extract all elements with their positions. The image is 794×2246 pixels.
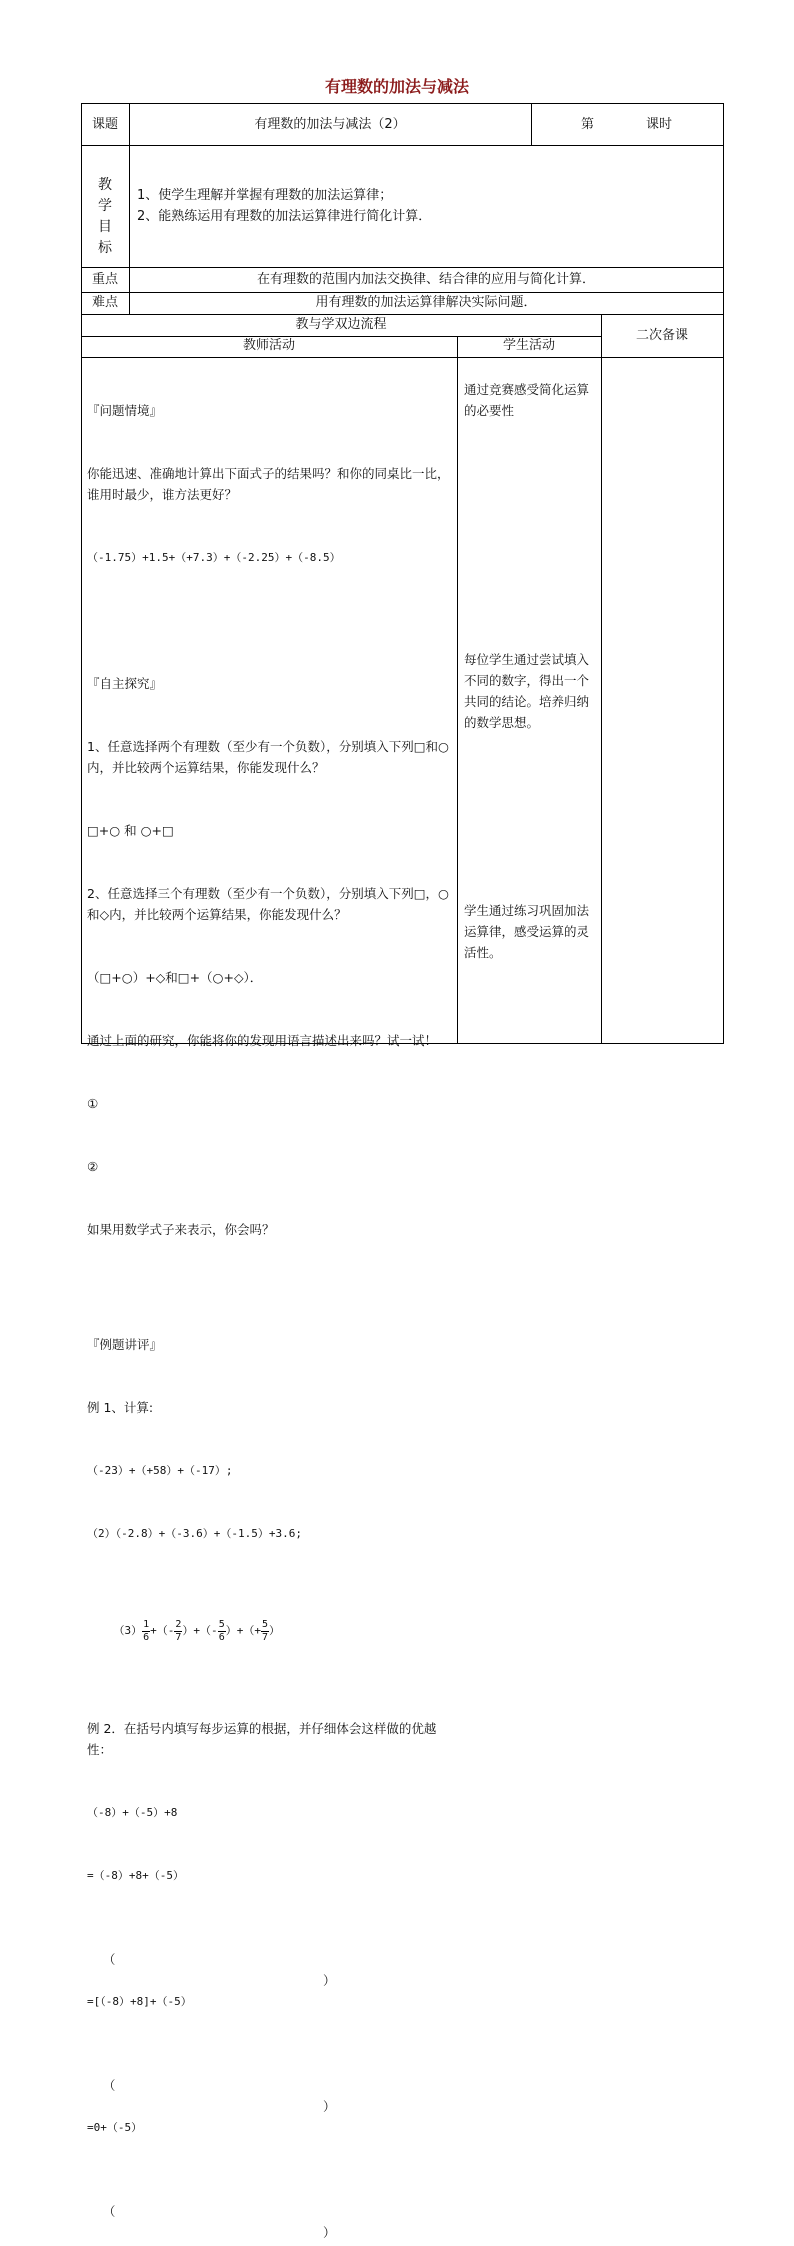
student-header: 学生活动 [502, 338, 555, 353]
fraction-numerator: 1 [143, 1618, 150, 1630]
difficult-value: 用有理数的加法运算律解决实际问题． [315, 295, 537, 310]
paragraph: 1、任意选择两个有理数（至少有一个负数），分别填入下列□和○内，并比较两个运算结果，你能发现什么？ [87, 739, 449, 775]
expression: （□+○）+◇和□+（○+◇）． [87, 970, 263, 985]
expression: （2）（-2.8）+（-3.6）+（-1.5）+3.6; [87, 1527, 302, 1540]
fraction [261, 1619, 269, 1644]
reason-blank [87, 2180, 453, 2240]
fraction-expression [87, 1586, 453, 1676]
paren-close: ） [323, 2225, 336, 2240]
paragraph: 如果用数学式子来表示，你会吗？ [87, 1222, 275, 1237]
fraction-sign: +（- [150, 1624, 175, 1637]
fraction-numerator: 2 [175, 1618, 182, 1630]
fraction-sign: ）+（- [182, 1624, 218, 1637]
paren-open: （ [102, 2204, 116, 2219]
paragraph: 你能迅速、准确地计算出下面式子的结果吗？和你的同桌比一比，谁用时最少，谁方法更好？ [87, 466, 450, 502]
section-title: 『问题情境』 [87, 403, 163, 418]
expression: （-8）+（-5）+8 [87, 1806, 178, 1819]
difficult-label: 难点 [91, 295, 118, 310]
expression: =（-8）+8+（-5） [87, 1869, 184, 1882]
circled-item: ① [87, 1096, 99, 1111]
fraction-numerator: 5 [218, 1618, 225, 1630]
example-heading: 例 1、计算: [87, 1400, 154, 1415]
paren-close: ） [323, 1973, 336, 1988]
page-title: 有理数的加法与减法 [324, 77, 469, 96]
table-border-right [723, 103, 724, 1044]
fraction-denominator: 7 [261, 1631, 268, 1643]
table-rule [601, 314, 602, 1044]
paren-open: （ [102, 1952, 116, 1967]
expression: =[（-8）+8]+（-5） [87, 1995, 192, 2008]
goals-label [81, 175, 129, 259]
fraction-sign: ）+（+ [225, 1624, 261, 1637]
fraction [174, 1619, 182, 1644]
expression: （-23）+（+58）+（-17）; [87, 1464, 233, 1477]
expression-prefix: （3） [113, 1624, 143, 1637]
fraction-denominator: 7 [175, 1631, 182, 1643]
reason-blank [87, 2054, 453, 2114]
key-value: 在有理数的范围内加法交换律、结合律的应用与简化计算． [256, 272, 595, 287]
goals-label-char: 学 [98, 198, 112, 214]
table-rule [531, 103, 532, 145]
example-heading: 例 2．在括号内填写每步运算的根据，并仔细体会这样做的优越性： [87, 1721, 437, 1757]
expression: □+○ 和 ○+□ [87, 823, 174, 838]
topic-label: 课题 [91, 117, 118, 132]
paren-close: ） [323, 2099, 336, 2114]
student-activity-3: 学生通过练习巩固加法运算律，感受运算的灵活性。 [464, 903, 590, 960]
table-border-top [81, 103, 724, 104]
key-label: 重点 [91, 272, 118, 287]
student-activity-1: 通过竞赛感受简化运算的必要性 [464, 382, 590, 418]
section-title: 『自主探究』 [87, 676, 163, 691]
expression: （-1.75）+1.5+（+7.3）+（-2.25）+（-8.5） [87, 551, 341, 564]
paren-open: （ [102, 2078, 116, 2093]
goals-label-char: 教 [98, 177, 112, 193]
lesson-suffix: 课时 [646, 117, 673, 132]
expression-suffix: ） [269, 1624, 280, 1637]
table-rule [457, 336, 458, 1044]
circled-item: ② [87, 1159, 99, 1174]
goals-item: 2、能熟练运用有理数的加法运算律进行简化计算． [137, 209, 432, 224]
section-title: 『例题讲评』 [87, 1337, 163, 1352]
process-header: 教与学双边流程 [295, 317, 387, 332]
student-activity-2: 每位学生通过尝试填入不同的数字，得出一个共同的结论。培养归纳的数学思想。 [464, 652, 590, 730]
table-rule [81, 267, 724, 268]
goals-label-char: 标 [98, 240, 112, 256]
fraction-denominator: 6 [218, 1631, 225, 1643]
fraction [218, 1619, 226, 1644]
paragraph: 2、任意选择三个有理数（至少有一个负数），分别填入下列□，○和◇内，并比较两个运算结果，你能发现什么？ [87, 886, 449, 922]
reason-blank [87, 1928, 453, 1988]
fraction [142, 1619, 150, 1644]
paragraph: 通过上面的研究，你能将你的发现用语言描述出来吗？试一试！ [87, 1033, 438, 1048]
lesson-prefix: 第 [581, 117, 595, 132]
teacher-activity [87, 358, 453, 2240]
goals-label-char: 目 [98, 219, 112, 235]
table-rule [81, 145, 724, 146]
fraction-denominator: 6 [143, 1631, 150, 1643]
fraction-numerator: 5 [261, 1618, 268, 1630]
goals-item: 1、使学生理解并掌握有理数的加法运算律； [137, 188, 393, 203]
teacher-header: 教师活动 [242, 338, 295, 353]
expression: =0+（-5） [87, 2121, 143, 2134]
topic-value: 有理数的加法与减法（2） [254, 117, 406, 132]
backup-header: 二次备课 [635, 328, 688, 343]
